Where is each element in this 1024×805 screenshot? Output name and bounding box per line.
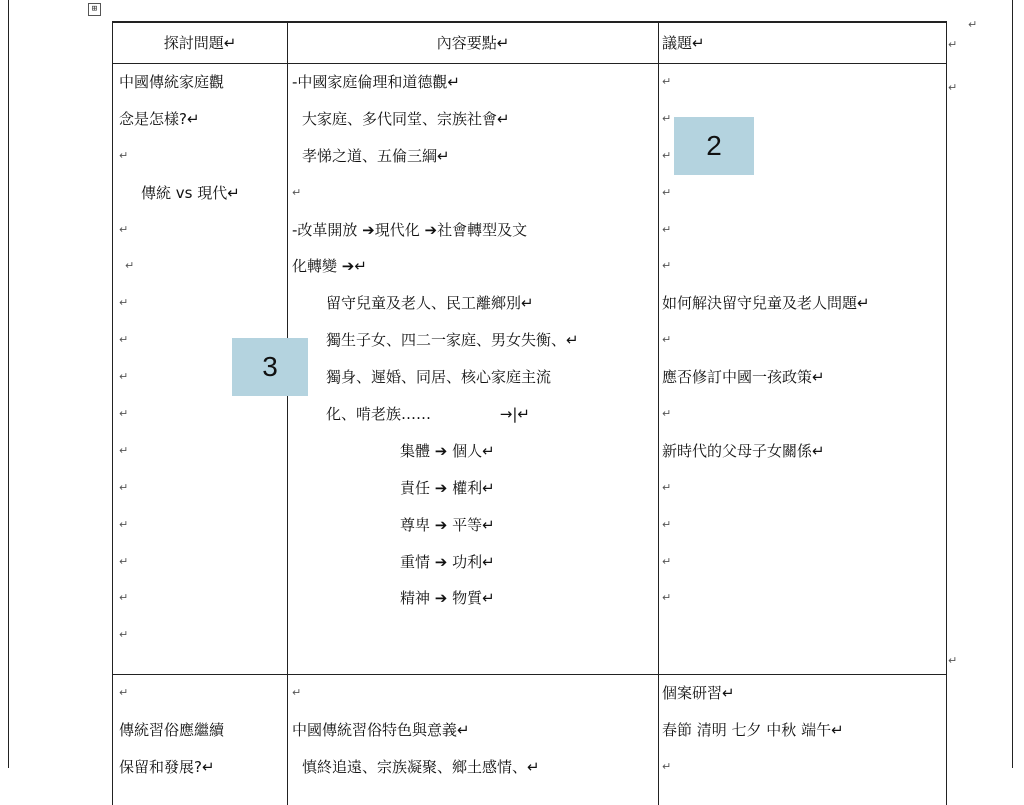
text-line: 如何解決留守兒童及老人問題↵ bbox=[662, 285, 946, 322]
text-line: -中國家庭倫理和道德觀↵ bbox=[292, 64, 658, 101]
text-line: 大家庭、多代同堂、宗族社會↵ bbox=[292, 101, 658, 138]
table-row bbox=[113, 675, 947, 805]
text-line: 個案研習↵ bbox=[662, 675, 946, 712]
text-line: 責任 ➔ 權利↵ bbox=[292, 470, 658, 507]
text-line: 中國傳統習俗特色與意義↵ bbox=[292, 712, 658, 749]
text-line: 中國傳統家庭觀 bbox=[119, 64, 287, 101]
paragraph-mark: ↵ bbox=[662, 101, 946, 138]
paragraph-mark: ↵ bbox=[662, 507, 946, 544]
text-line: 念是怎樣?↵ bbox=[119, 101, 287, 138]
text-line: 精神 ➔ 物質↵ bbox=[292, 580, 658, 617]
paragraph-mark: ↵ bbox=[662, 470, 946, 507]
paragraph-mark: ↵ bbox=[119, 396, 287, 433]
text-line: 留守兒童及老人、民工離鄉別↵ bbox=[292, 285, 658, 322]
text-line: -改革開放 ➔現代化 ➔社會轉型及文 bbox=[292, 212, 658, 249]
paragraph-mark: ↵ bbox=[119, 248, 287, 285]
paragraph-mark: ↵ bbox=[662, 544, 946, 581]
paragraph-mark: ↵ bbox=[119, 212, 287, 249]
text-line: 重情 ➔ 功利↵ bbox=[292, 544, 658, 581]
paragraph-mark: ↵ bbox=[119, 433, 287, 470]
table-move-handle-icon[interactable]: ⊞ bbox=[88, 3, 101, 16]
text-line bbox=[292, 396, 658, 433]
text-line: 應否修訂中國一孩政策↵ bbox=[662, 359, 946, 396]
text-line: 獨身、遲婚、同居、核心家庭主流 bbox=[292, 359, 658, 396]
row-end-mark: ↵ bbox=[948, 81, 957, 94]
text-line: 集體 ➔ 個人↵ bbox=[292, 433, 658, 470]
paragraph-mark: ↵ bbox=[119, 359, 287, 396]
text-line: 尊卑 ➔ 平等↵ bbox=[292, 507, 658, 544]
text-line: 新時代的父母子女關係↵ bbox=[662, 433, 946, 470]
text-line: 傳統習俗應繼續 bbox=[119, 712, 287, 749]
paragraph-mark: ↵ bbox=[662, 212, 946, 249]
tab-arrow-mark: →|↵ bbox=[500, 405, 530, 423]
left-page-border bbox=[8, 0, 9, 768]
document-table bbox=[112, 21, 947, 805]
paragraph-mark: ↵ bbox=[119, 544, 287, 581]
table-header-row bbox=[113, 22, 947, 64]
right-page-border bbox=[1012, 0, 1013, 768]
cell-issue[interactable] bbox=[659, 675, 947, 805]
header-cell-content[interactable]: 內容要點↵ bbox=[288, 22, 659, 64]
cell-topic[interactable] bbox=[113, 675, 288, 805]
paragraph-mark: ↵ bbox=[119, 138, 287, 175]
callout-label-3: 3 bbox=[232, 338, 308, 396]
paragraph-mark: ↵ bbox=[119, 470, 287, 507]
paragraph-mark: ↵ bbox=[662, 64, 946, 101]
paragraph-mark: ↵ bbox=[662, 175, 946, 212]
row-end-mark: ↵ bbox=[948, 654, 957, 667]
paragraph-mark: ↵ bbox=[119, 507, 287, 544]
text-line: 保留和發展?↵ bbox=[119, 749, 287, 786]
text-line: 化轉變 ➔↵ bbox=[292, 248, 658, 285]
paragraph-mark: ↵ bbox=[662, 248, 946, 285]
text-line: 化、啃老族…… bbox=[326, 405, 431, 423]
paragraph-mark: ↵ bbox=[292, 175, 658, 212]
paragraph-mark: ↵ bbox=[662, 322, 946, 359]
paragraph-mark: ↵ bbox=[292, 675, 658, 712]
cell-content[interactable] bbox=[288, 675, 659, 805]
header-cell-topic[interactable]: 探討問題↵ bbox=[113, 22, 288, 64]
cell-content[interactable] bbox=[288, 64, 659, 675]
row-end-mark: ↵ bbox=[948, 38, 957, 51]
paragraph-mark: ↵ bbox=[119, 322, 287, 359]
text-line: 春節 清明 七夕 中秋 端午↵ bbox=[662, 712, 946, 749]
callout-label-2: 2 bbox=[674, 117, 754, 175]
corner-mark: ↵ bbox=[968, 18, 977, 31]
paragraph-mark: ↵ bbox=[119, 617, 287, 654]
paragraph-mark: ↵ bbox=[119, 675, 287, 712]
text-line: 獨生子女、四二一家庭、男女失衡、↵ bbox=[292, 322, 658, 359]
paragraph-mark: ↵ bbox=[662, 396, 946, 433]
paragraph-mark: ↵ bbox=[662, 580, 946, 617]
text-line: 慎終追遠、宗族凝聚、鄉土感情、↵ bbox=[292, 749, 658, 786]
text-line: 孝悌之道、五倫三綱↵ bbox=[292, 138, 658, 175]
paragraph-mark: ↵ bbox=[662, 749, 946, 786]
paragraph-mark: ↵ bbox=[119, 285, 287, 322]
paragraph-mark: ↵ bbox=[119, 580, 287, 617]
header-cell-issue[interactable]: 議題↵ bbox=[659, 22, 947, 64]
text-line: 傳統 vs 現代↵ bbox=[119, 175, 287, 212]
paragraph-mark: ↵ bbox=[662, 138, 946, 175]
